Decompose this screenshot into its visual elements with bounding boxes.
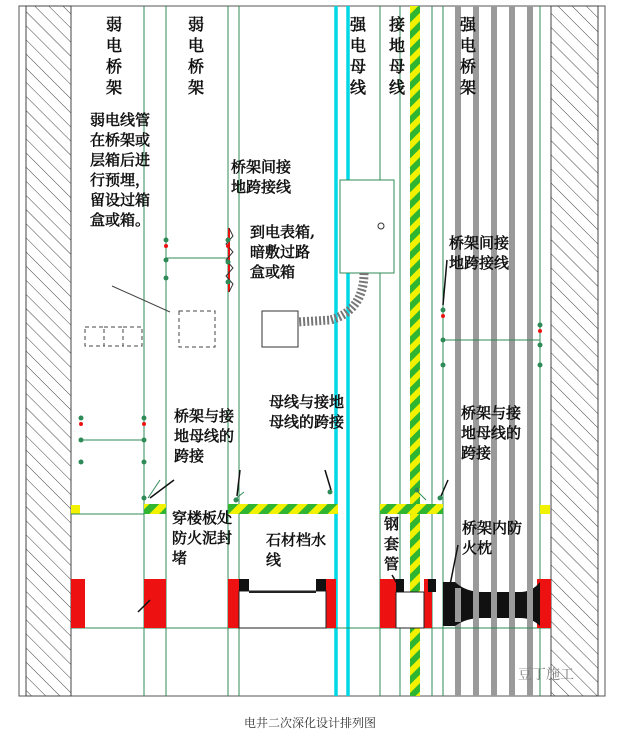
preburied-boxes: [85, 311, 215, 347]
right-wall-hatch-icon: [551, 6, 598, 696]
note-tray-inner-firestop: 桥架内防火枕: [462, 519, 523, 557]
note-to-meter-box: 到电表箱,暗敷过路盒或箱: [250, 223, 316, 281]
note-steel-sleeve: 钢套管: [384, 515, 400, 573]
label-strong-tray: 强电桥架: [459, 15, 476, 97]
label-strong-busbar: 强电母线: [349, 15, 366, 97]
label-weak-tray-2: 弱电桥架: [187, 15, 204, 97]
stone-water-stop: [239, 579, 326, 628]
note-stone-water-stop: 石材档水线: [266, 531, 327, 569]
note-busbar-ground-jumper: 母线与接地母线的跨接: [269, 393, 345, 431]
left-wall-hatch-icon: [26, 6, 71, 696]
label-ground-busbar: 接地母线: [388, 15, 405, 97]
fire-pillow-icon: [443, 582, 540, 626]
meter-box-icon: [262, 311, 298, 347]
note-tray-ground-busbar-1: 桥架与接地母线的跨接: [174, 407, 235, 465]
note-tray-ground-busbar-2: 桥架与接地母线的跨接: [461, 404, 522, 462]
jumper-wires: [81, 258, 540, 500]
watermark: 豆丁施工: [518, 666, 574, 682]
figure-caption: 电井二次深化设计排列图: [243, 716, 376, 730]
note-tray-ground-jumper: 桥架间接地跨接线: [231, 158, 292, 196]
note-tray-ground-jumper-2: 桥架间接地跨接线: [449, 234, 510, 272]
label-weak-tray-1: 弱电桥架: [105, 15, 122, 97]
leader-line: [112, 286, 170, 312]
junction-box-icon: [340, 180, 394, 273]
note-floor-firestop: 穿楼板处防火泥封堵: [172, 509, 233, 567]
note-conduit-preburied: 弱电线管在桥架或层箱后进行预埋，留设过箱盒或箱。: [90, 111, 151, 229]
busbar-lines: [336, 6, 348, 696]
